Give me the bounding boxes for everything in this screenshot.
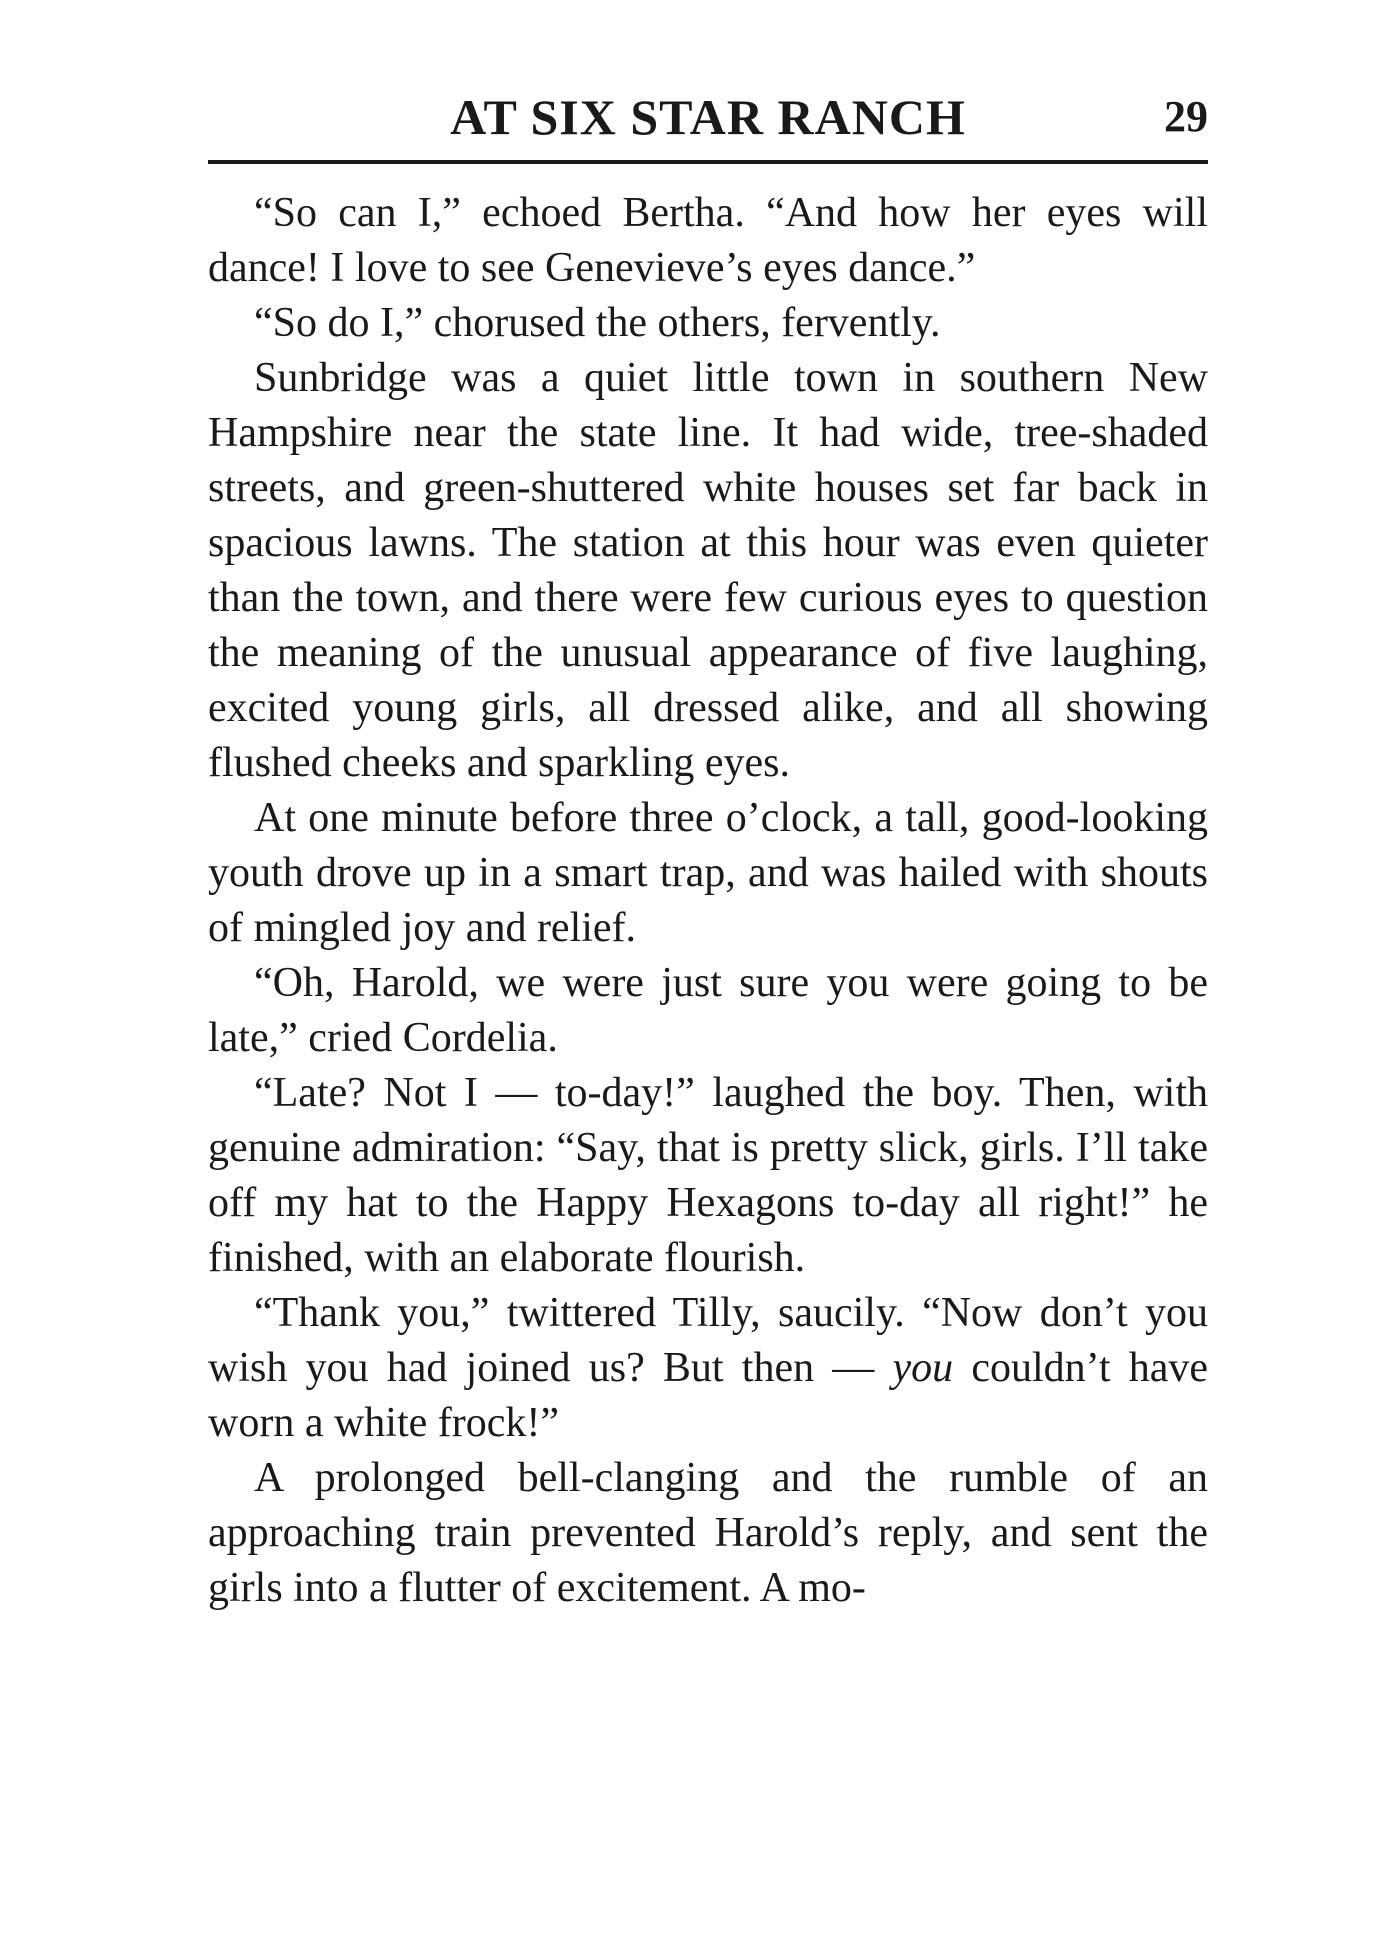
paragraph-tilly (208, 1286, 1208, 1451)
paragraph: “Late? Not I — to-day!” laughed the boy. Then, with genuine admiration: “Say, that is pretty slick, girls. I’ll take off my hat to the Happy Hexagons to-day all right!” he finished, with an elaborate flourish. (208, 1070, 1208, 1281)
italic-word: you (892, 1345, 954, 1391)
paragraph: Sunbridge was a quiet little town in southern New Hampshire near the state line. It had wide, tree-shaded streets, and green-shuttered white houses set far back in spacious lawns. The station at this hour was even quieter than the town, and there were few curious eyes to question the meaning of the unusual appearance of five laughing, excited young girls, all dressed alike, and all showing flushed cheeks and sparkling eyes. (208, 355, 1208, 786)
text-run: couldn’t have worn a white frock!” (208, 1345, 1208, 1446)
paragraph: At one minute before three o’clock, a tall, good-looking youth drove up in a smart trap, and was hailed with shouts of mingled joy and relief. (208, 795, 1208, 951)
paragraph-last: A prolonged bell-clanging and the rumble of an approaching train prevented Harold’s reply, and sent the girls into a flutter of excitement. A mo- (208, 1455, 1208, 1611)
body-text (208, 186, 1208, 1616)
page-number: 29 (1164, 92, 1208, 141)
text-run: “Thank you,” twittered Tilly, saucily. “Now don’t you wish you had joined us? But then — (208, 1290, 1208, 1391)
running-title: AT SIX STAR RANCH (450, 89, 966, 145)
paragraph: “So do I,” chorused the others, fervently. (254, 300, 941, 346)
paragraph: “Oh, Harold, we were just sure you were going to be late,” cried Cordelia. (208, 960, 1208, 1061)
paragraph: “So can I,” echoed Bertha. “And how her eyes will dance! I love to see Genevieve’s eyes dance.” (208, 190, 1208, 291)
header-rule (208, 160, 1208, 164)
running-head (208, 82, 1208, 152)
